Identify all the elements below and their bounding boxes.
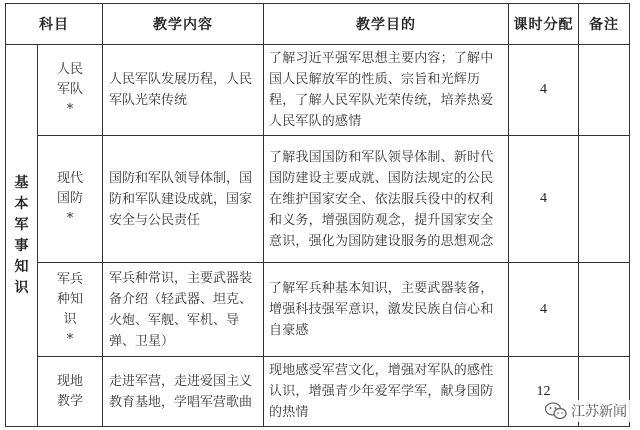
- category-label: 基本军事知识: [14, 174, 29, 296]
- purpose-cell: 了解习近平强军思想主要内容；了解中国人民解放军的性质、宗旨和光辉历程，了解人民军队光荣传统，培养热爱人民军队的感情: [264, 45, 509, 136]
- hours-cell: 4: [509, 45, 579, 136]
- subject-name: 军兵种知识: [56, 271, 83, 327]
- notes-cell: [579, 45, 630, 136]
- notes-cell: [579, 263, 630, 357]
- header-content: 教学内容: [103, 4, 264, 45]
- subject-cell: [38, 45, 103, 136]
- subject-name: 现代国防: [56, 171, 83, 206]
- header-row: [6, 4, 630, 45]
- content-cell: 人民军队发展历程，人民军队光荣传统: [103, 45, 264, 136]
- wechat-icon: [545, 402, 567, 420]
- subject-name: 现地教学: [56, 373, 83, 409]
- hours-cell: 12: [509, 357, 579, 427]
- required-mark: *: [66, 331, 74, 347]
- header-hours: 课时分配: [509, 4, 579, 45]
- table-row: [6, 136, 630, 263]
- table-row: [6, 263, 630, 357]
- subject-cell: [38, 357, 103, 427]
- hours-cell: 4: [509, 136, 579, 263]
- required-mark: *: [66, 211, 74, 226]
- content-cell: 国防和军队领导体制，国防和军队建设成就，国家安全与公民责任: [103, 136, 264, 263]
- content-cell: 走进军营，走进爱国主义教育基地，学唱军营歌曲: [103, 357, 264, 427]
- notes-cell: [579, 136, 630, 263]
- purpose-cell: 了解我国国防和军队领导体制、新时代国防建设主要成就、国防法规定的公民在维护国家安全、依法服兵役中的权利和义务，增强国防观念，提升国家安全意识，强化为国防建设服务的思想观念: [264, 136, 509, 263]
- curriculum-table: [5, 3, 630, 427]
- watermark-text: 江苏新闻: [571, 404, 627, 420]
- table-row: [6, 357, 630, 427]
- purpose-cell: 了解军兵种基本知识，主要武器装备，增强科技强军意识，激发民族自信心和自豪感: [264, 263, 509, 357]
- content-cell: 军兵种常识，主要武器装备介绍（轻武器、坦克、火炮、军舰、军机、导弹、卫星）: [103, 263, 264, 357]
- header-subject: 科目: [6, 4, 103, 45]
- header-notes: 备注: [579, 4, 630, 45]
- table-row: [6, 45, 630, 136]
- subject-name: 人民军队: [56, 62, 83, 97]
- watermark: [542, 400, 630, 422]
- header-purpose: 教学目的: [264, 4, 509, 45]
- hours-cell: 4: [509, 263, 579, 357]
- required-mark: *: [66, 102, 74, 117]
- subject-cell: [38, 263, 103, 357]
- subject-cell: [38, 136, 103, 263]
- category-cell: [6, 45, 38, 427]
- purpose-cell: 现地感受军营文化，增强对军队的感性认识，增强青少年爱军学军，献身国防的热情: [264, 357, 509, 427]
